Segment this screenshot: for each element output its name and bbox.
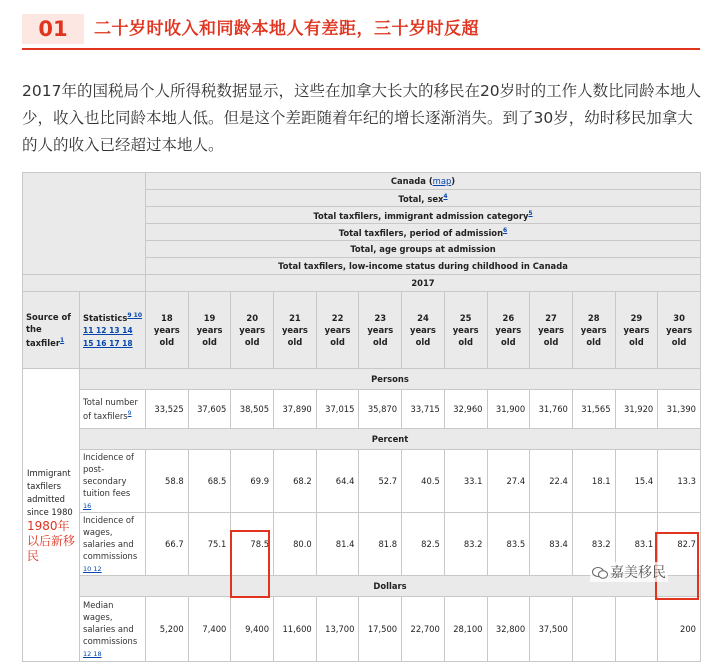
- table-cell: 64.4: [316, 450, 359, 513]
- section-title: 二十岁时收入和同龄本地人有差距，三十岁时反超: [94, 19, 479, 39]
- age-column-header: 20 years old: [231, 292, 274, 369]
- statistics-table: [22, 172, 701, 662]
- footnote-link[interactable]: 9 10: [127, 312, 142, 320]
- row-label: Total number of taxfilers$^9$: [80, 390, 146, 429]
- table-cell: 31,390: [658, 390, 701, 429]
- table-cell: 81.4: [316, 513, 359, 576]
- dimension-header: Total taxfilers, immigrant admission category$^5$: [146, 207, 701, 224]
- age-column-header: 25 years old: [444, 292, 487, 369]
- table-cell: 52.7: [359, 450, 402, 513]
- footnote-link[interactable]: 12 18: [83, 649, 102, 658]
- header-blank: [23, 275, 146, 292]
- table-cell: 82.7: [658, 513, 701, 576]
- table-cell: 11,600: [274, 597, 317, 662]
- table-cell: 31,565: [572, 390, 615, 429]
- annotation-year: 1980年: [27, 518, 70, 533]
- age-column-header: 26 years old: [487, 292, 530, 369]
- year-header: 2017: [146, 275, 701, 292]
- table-cell: 33,525: [146, 390, 189, 429]
- table-cell: 37,015: [316, 390, 359, 429]
- table-cell: 38,505: [231, 390, 274, 429]
- footnote-link[interactable]: 4: [443, 192, 448, 200]
- dimension-header: Total taxfilers, period of admission$^6$: [146, 224, 701, 241]
- table-cell: 78.5: [231, 513, 274, 576]
- footnote-link[interactable]: 16: [83, 501, 92, 510]
- table-cell: 35,870: [359, 390, 402, 429]
- table-cell: 81.8: [359, 513, 402, 576]
- header-blank: [23, 173, 146, 275]
- row-label: Incidence of wages, salaries and commissions 10 12: [80, 513, 146, 576]
- table-cell: 22.4: [530, 450, 573, 513]
- table-cell: 40.5: [402, 450, 445, 513]
- footnote-link[interactable]: 6: [503, 226, 508, 234]
- age-column-header: 24 years old: [402, 292, 445, 369]
- table-cell: 69.9: [231, 450, 274, 513]
- geo-header: Canada (map): [146, 173, 701, 190]
- table-cell: 83.5: [487, 513, 530, 576]
- table-cell: 66.7: [146, 513, 189, 576]
- table-cell: 83.4: [530, 513, 573, 576]
- table-cell: 200: [658, 597, 701, 662]
- table-cell: 32,960: [444, 390, 487, 429]
- highlight-age20-value: [230, 530, 270, 598]
- map-link[interactable]: map: [432, 176, 452, 186]
- footnote-link[interactable]: 10 12: [83, 564, 102, 573]
- table-cell: 68.5: [188, 450, 231, 513]
- footnote-link[interactable]: 1: [59, 337, 65, 345]
- section-header: Persons: [80, 369, 701, 390]
- age-column-header: 19 years old: [188, 292, 231, 369]
- section-heading: [22, 12, 700, 50]
- age-column-header: 29 years old: [615, 292, 658, 369]
- age-column-header: 18 years old: [146, 292, 189, 369]
- age-column-header: 22 years old: [316, 292, 359, 369]
- table-cell: 82.5: [402, 513, 445, 576]
- table-cell: 32,800: [487, 597, 530, 662]
- age-column-header: 23 years old: [359, 292, 402, 369]
- table-cell: 75.1: [188, 513, 231, 576]
- age-column-header: 28 years old: [572, 292, 615, 369]
- table-cell: 37,500: [530, 597, 573, 662]
- table-cell: 83.1: [615, 513, 658, 576]
- table-cell: 31,920: [615, 390, 658, 429]
- table-cell: 28,100: [444, 597, 487, 662]
- table-cell: 22,700: [402, 597, 445, 662]
- table-cell: 58.8: [146, 450, 189, 513]
- section-header: Percent: [80, 429, 701, 450]
- table-cell: 17,500: [359, 597, 402, 662]
- table-cell: 80.0: [274, 513, 317, 576]
- table-cell: 13,700: [316, 597, 359, 662]
- table-cell: 83.2: [444, 513, 487, 576]
- statistics-footnote-links[interactable]: 11 12 13 14 15 16 17 18: [83, 325, 133, 348]
- table-cell: 37,890: [274, 390, 317, 429]
- section-header: Dollars: [80, 576, 701, 597]
- table-cell: 68.2: [274, 450, 317, 513]
- row-label: Incidence of post- secondary tuition fees 16: [80, 450, 146, 513]
- table-cell: 18.1: [572, 450, 615, 513]
- table-cell: 83.2: [572, 513, 615, 576]
- table-cell: 33,715: [402, 390, 445, 429]
- footnote-link[interactable]: 5: [528, 209, 533, 217]
- annotation-new-immigrants: 以后新移民: [27, 533, 76, 563]
- table-cell: [615, 597, 658, 662]
- table-cell: 37,605: [188, 390, 231, 429]
- age-column-header: 30 years old: [658, 292, 701, 369]
- section-number: 01: [22, 14, 84, 44]
- table-cell: 27.4: [487, 450, 530, 513]
- table-cell: [572, 597, 615, 662]
- age-column-header: 27 years old: [530, 292, 573, 369]
- table-cell: 7,400: [188, 597, 231, 662]
- row-group-label: Immigrant taxfilers admitted since 1980 1980年 以后新移民: [23, 369, 80, 662]
- table-cell: 33.1: [444, 450, 487, 513]
- dimension-header: Total taxfilers, low-income status during childhood in Canada: [146, 258, 701, 275]
- dimension-header: Total, sex$^4$: [146, 190, 701, 207]
- age-column-header: 21 years old: [274, 292, 317, 369]
- footnote-link[interactable]: 9: [127, 410, 132, 418]
- table-cell: 9,400: [231, 597, 274, 662]
- intro-paragraph: 2017年的国税局个人所得税数据显示，这些在加拿大长大的移民在20岁时的工作人数比同龄本地人少，收入也比同龄本地人低。但是这个差距随着年纪的增长逐渐消失。到了30岁，幼时移民加拿大的人的收入已经超过本地人。: [22, 82, 702, 154]
- table-cell: 5,200: [146, 597, 189, 662]
- watermark: 嘉美移民: [590, 562, 668, 582]
- table-cell: 15.4: [615, 450, 658, 513]
- wechat-icon: [592, 567, 608, 579]
- source-column-header: Source of the taxfiler$^1$: [23, 292, 80, 369]
- table-cell: 31,900: [487, 390, 530, 429]
- table-cell: 31,760: [530, 390, 573, 429]
- table-cell: 13.3: [658, 450, 701, 513]
- dimension-header: Total, age groups at admission: [146, 241, 701, 258]
- row-label: Median wages, salaries and commissions 12 18: [80, 597, 146, 662]
- statistics-column-header: Statistics$^{9 10}$ 11 12 13 14 15 16 17 18: [80, 292, 146, 369]
